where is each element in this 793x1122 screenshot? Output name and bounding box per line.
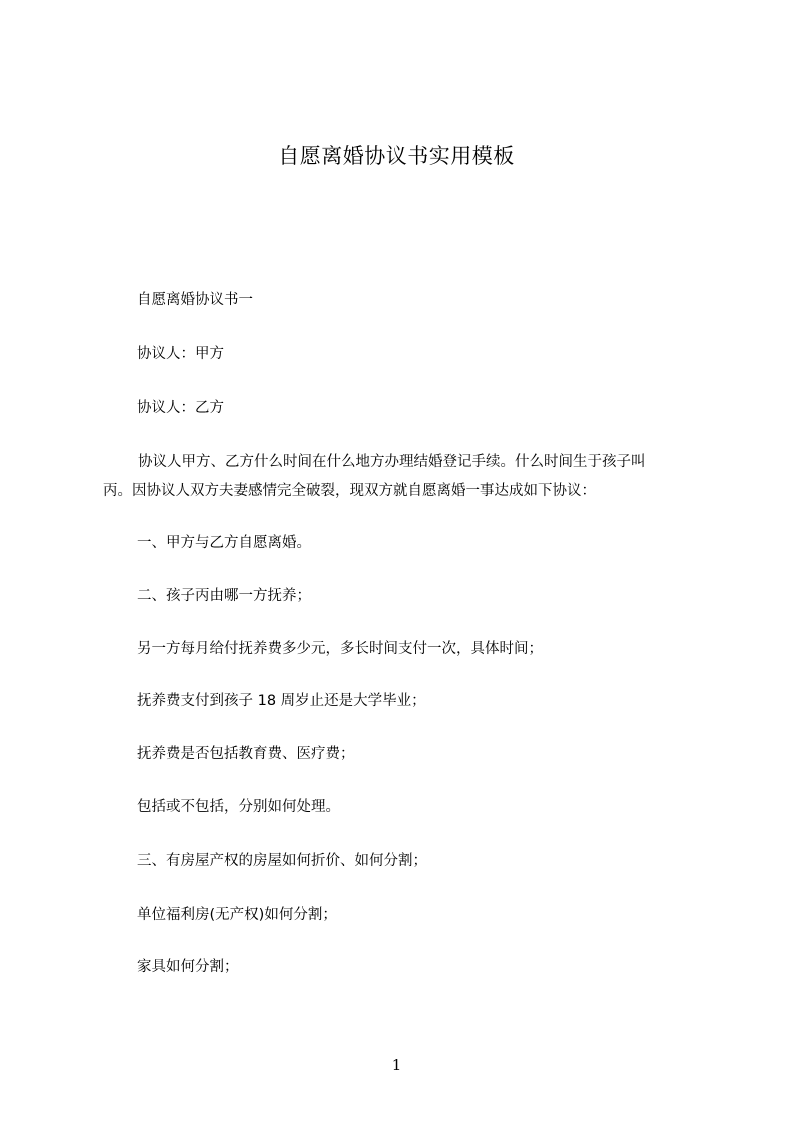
- page-number: 1: [391, 1056, 402, 1074]
- paragraph-clause-2: 二、孩子丙由哪一方抚养；: [137, 588, 311, 604]
- paragraph-support-scope: 抚养费是否包括教育费、医疗费；: [137, 746, 355, 762]
- paragraph-clause-3: 三、有房屋产权的房屋如何折价、如何分割；: [137, 853, 427, 869]
- document-title: 自愿离婚协议书实用模板: [278, 144, 515, 168]
- paragraph-party-a: 协议人：甲方: [137, 346, 224, 362]
- paragraph-welfare-housing: 单位福利房(无产权)如何分割；: [137, 907, 337, 923]
- paragraph-support-duration: 抚养费支付到孩子 18 周岁止还是大学毕业；: [137, 693, 426, 709]
- paragraph-clause-1: 一、甲方与乙方自愿离婚。: [137, 535, 311, 551]
- paragraph-support-payment: 另一方每月给付抚养费多少元，多长时间支付一次，具体时间；: [137, 641, 543, 657]
- paragraph-support-handling: 包括或不包括，分别如何处理。: [137, 799, 340, 815]
- paragraph-party-b: 协议人：乙方: [137, 400, 224, 416]
- paragraph-intro-line-2: 丙。因协议人双方夫妻感情完全破裂，现双方就自愿离婚一事达成如下协议：: [103, 483, 596, 499]
- paragraph-heading: 自愿离婚协议书一: [137, 292, 253, 308]
- paragraph-intro: [103, 448, 703, 506]
- paragraph-intro-line-1: 协议人甲方、乙方什么时间在什么地方办理结婚登记手续。什么时间生于孩子叫: [138, 454, 646, 470]
- paragraph-furniture: 家具如何分割；: [137, 959, 239, 975]
